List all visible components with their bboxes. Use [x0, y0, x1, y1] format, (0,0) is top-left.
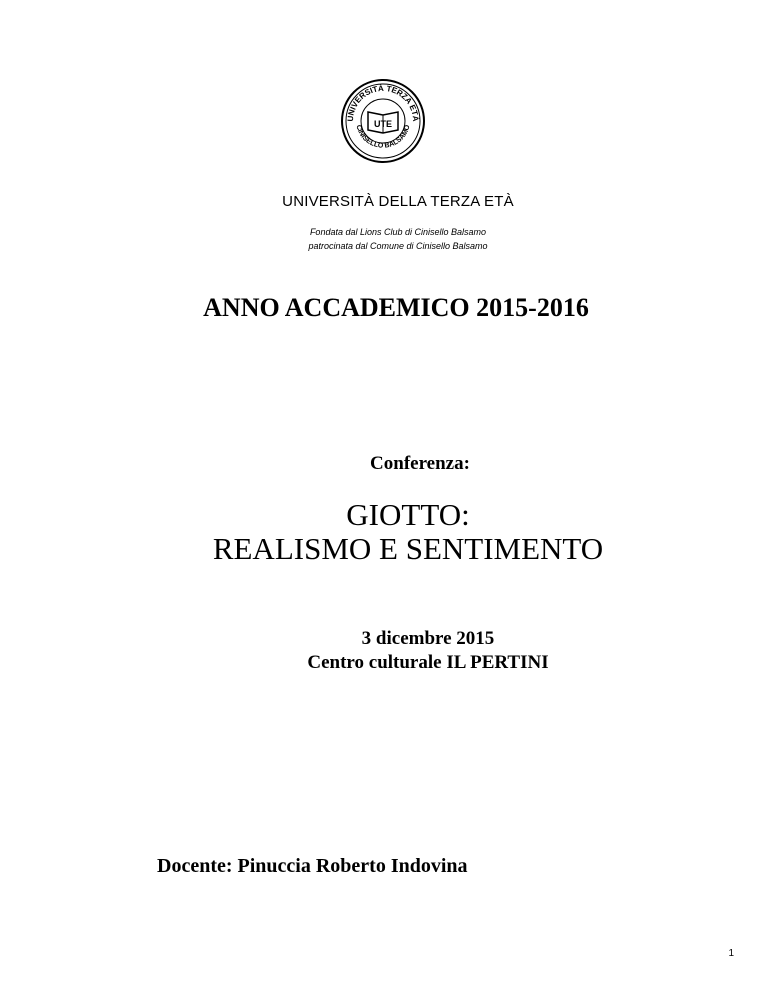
seal-ring-text-top: UNIVERSITÀ TERZA ETÀ [345, 83, 421, 122]
lecturer-name: Docente: Pinuccia Roberto Indovina [157, 855, 468, 877]
event-date: 3 dicembre 2015 [361, 628, 495, 649]
seal-ring-text-bottom: CINISELLO BALSAMO [354, 124, 412, 150]
event-venue: Centro culturale IL PERTINI [307, 652, 549, 673]
founded-by-line: Fondata dal Lions Club di Cinisello Balsamo [309, 227, 487, 237]
event-details [44, 627, 768, 675]
ute-seal-logo [340, 78, 426, 164]
conference-title [24, 498, 768, 566]
conference-title-line2: REALISMO E SENTIMENTO [212, 531, 604, 566]
academic-year-heading: ANNO ACCADEMICO 2015-2016 [203, 293, 589, 322]
institution-name: UNIVERSITÀ DELLA TERZA ETÀ [282, 193, 514, 210]
patronage-line: patrocinata dal Comune di Cinisello Balsamo [308, 241, 488, 251]
seal-center-text: UTE [374, 119, 392, 129]
page-number: 1 [728, 948, 734, 959]
conference-title-line1: GIOTTO: [346, 497, 470, 532]
conference-label: Conferenza: [370, 453, 470, 474]
